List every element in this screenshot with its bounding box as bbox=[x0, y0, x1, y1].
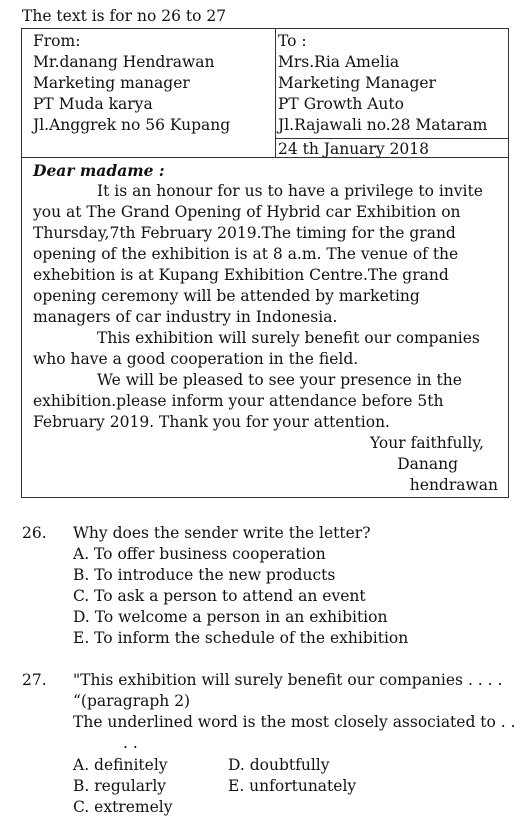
intro-text: The text is for no 26 to 27 bbox=[22, 7, 227, 25]
option-27-c[interactable]: C. extremely bbox=[73, 798, 173, 816]
question-stem: Why does the sender write the letter? bbox=[73, 524, 371, 542]
from-position: Marketing manager bbox=[33, 74, 190, 92]
paragraph-2: This exhibition will surely benefit our companies who have a good cooperation in the field. bbox=[33, 329, 480, 368]
from-name: Mr.danang Hendrawan bbox=[33, 53, 215, 71]
to-label: To : bbox=[278, 32, 307, 50]
letter-box bbox=[21, 28, 509, 498]
signer-first-name: Danang bbox=[397, 455, 458, 473]
question-stem-line-3: The underlined word is the most closely associated to . . bbox=[73, 713, 516, 731]
question-stem-line-2: “(paragraph 2) bbox=[73, 692, 191, 710]
from-address: Jl.Anggrek no 56 Kupang bbox=[33, 116, 231, 134]
question-number: 26. bbox=[22, 524, 47, 542]
from-label: From: bbox=[33, 32, 81, 50]
paragraph-1: It is an honour for us to have a privilege to invite you at The Grand Opening of Hybrid car Exhibition on Thursday,7th February 2019.The timing for the grand opening of the exhibition is at 8 a.m. The venue of the exhebition is at Kupang Exhibition Centre.The grand opening ceremony will be attended by marketing managers of car industry in Indonesia. bbox=[33, 182, 483, 326]
question-number: 27. bbox=[22, 671, 47, 689]
to-position: Marketing Manager bbox=[278, 74, 436, 92]
option-27-d[interactable]: D. doubtfully bbox=[228, 756, 330, 774]
from-block bbox=[22, 29, 276, 157]
option-27-b[interactable]: B. regularly bbox=[73, 777, 167, 795]
salutation: Dear madame : bbox=[33, 161, 165, 180]
question-stem-line-1: "This exhibition will surely benefit our companies . . . . bbox=[73, 671, 503, 689]
letter-body bbox=[22, 158, 508, 496]
option-26-e[interactable]: E. To inform the schedule of the exhibition bbox=[73, 629, 409, 647]
to-address: Jl.Rajawali no.28 Mataram bbox=[278, 116, 488, 134]
option-27-a[interactable]: A. definitely bbox=[73, 756, 168, 774]
option-26-d[interactable]: D. To welcome a person in an exhibition bbox=[73, 608, 388, 626]
signer-last-name: hendrawan bbox=[409, 476, 498, 494]
to-block bbox=[276, 29, 508, 157]
option-26-b[interactable]: B. To introduce the new products bbox=[73, 566, 336, 584]
closing: Your faithfully, bbox=[370, 434, 484, 452]
to-company: PT Growth Auto bbox=[278, 95, 404, 113]
paragraph-3: We will be pleased to see your presence in the exhibition.please inform your attendance before 5th February 2019. Thank you for your attention. bbox=[33, 371, 462, 431]
signature-block bbox=[33, 433, 498, 496]
to-name: Mrs.Ria Amelia bbox=[278, 53, 400, 71]
letter-header bbox=[22, 29, 508, 158]
option-26-c[interactable]: C. To ask a person to attend an event bbox=[73, 587, 366, 605]
option-27-e[interactable]: E. unfortunately bbox=[228, 777, 357, 795]
from-company: PT Muda karya bbox=[33, 95, 153, 113]
question-stem-line-4: . . bbox=[123, 734, 138, 752]
option-26-a[interactable]: A. To offer business cooperation bbox=[73, 545, 326, 563]
letter-date: 24 th January 2018 bbox=[276, 138, 509, 160]
